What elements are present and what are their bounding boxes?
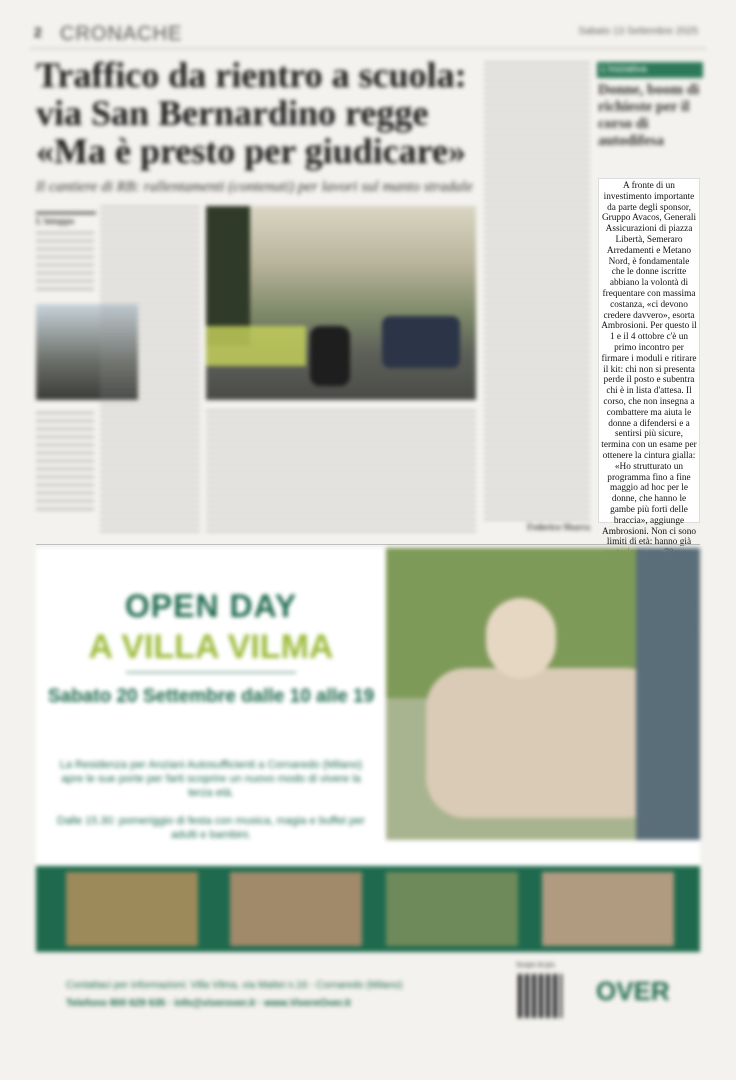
sidebar-rule — [36, 212, 96, 214]
text-columns-2 — [206, 410, 476, 534]
main-subtitle: Il cantiere di RB: rallentamenti (contenuti) per lavori sul manto stradale — [36, 179, 473, 195]
thumb-room — [230, 872, 362, 946]
ad-rule — [126, 672, 296, 673]
qr-caption: Scopri di più — [516, 962, 555, 969]
article-body: A fronte di un investimento importante da parte degli sponsor, Gruppo Avacos, Generali Assicurazioni di piazza Libertà, Semeraro Arredamenti e Metano Nord, è fondamentale che le donne iscritte abbiano la volontà di frequentare con massima costanza, «ci devono credere davvero», esorta Ambrosioni. Per questo il 1 e il 4 ottobre c'è un primo incontro per firmare i moduli e ritirare il kit: chi non si presenta perde il posto e subentra chi è in lista d'attesa. Il corso, che non insegna a combattere ma aiuta le donne a difendersi e a sentirsi più sicure, termina con un esame per ottenere la cintura gialla: «Ho strutturato un programma fino a fine maggio ad hoc per le donne, che hanno le gambe più forti delle braccia», aggiunge Ambrosioni. Non ci sono limiti di età: hanno già — [601, 181, 697, 548]
thumb-villa — [66, 872, 198, 946]
ad-footer — [36, 960, 700, 1050]
issue-date: Sabato 13 Settembre 2025 — [578, 26, 698, 37]
box-headline: Donne, boom di richieste per il corso di autodifesa — [598, 82, 700, 149]
divider — [36, 544, 700, 545]
thumb-bedroom — [542, 872, 674, 946]
highlighted-article — [598, 178, 700, 548]
page-number: 2 — [34, 24, 42, 40]
traffic-photo — [206, 206, 476, 400]
ad-date-line: Sabato 20 Settembre dalle 10 alle 19 — [47, 686, 375, 707]
ad-contact-line: Contattaci per informazioni: Villa Vilma, via Mattei n.16 - Cornaredo (Milano) — [66, 980, 403, 991]
section-title: CRONACHE — [60, 23, 183, 45]
ad-photo-strip — [36, 866, 700, 952]
sidebar-notes — [36, 232, 94, 296]
qr-code — [518, 974, 562, 1018]
main-headline: Traffico da rientro a scuola: via San Bernardino regge «Ma è presto per giudicare» — [36, 55, 467, 171]
sidebar-notes-2 — [36, 412, 94, 512]
ad-text-2: Dalle 15.30: pomeriggio di festa con musica, magia e buffet per adulti e bambini. — [57, 815, 365, 841]
article-author: Federico Sbarra — [527, 522, 590, 532]
ad-text-1: La Residenza per Anziani Autosufficienti a Cornaredo (Milano) apre le sue porte per farti scoprire un nuovo modo di vivere la terza età. — [59, 759, 363, 799]
ad-title-1: OPEN DAY — [124, 588, 298, 624]
ad-phone-line: Telefono 800 629 635 · info@viverover.it · www.VivereOver.it — [66, 998, 351, 1009]
page-header — [30, 18, 706, 49]
sidebar-label: L'intoppo — [36, 216, 75, 226]
ad-main-photo — [386, 548, 700, 840]
ad-title-2: A VILLA VILMA — [88, 628, 334, 666]
thumb-garden — [386, 872, 518, 946]
text-column-1 — [100, 206, 200, 532]
brand-logo: OVER — [596, 976, 670, 1006]
section-tag: L'iniziativa — [597, 62, 703, 78]
text-column-3 — [484, 62, 590, 522]
advertisement — [36, 548, 700, 944]
